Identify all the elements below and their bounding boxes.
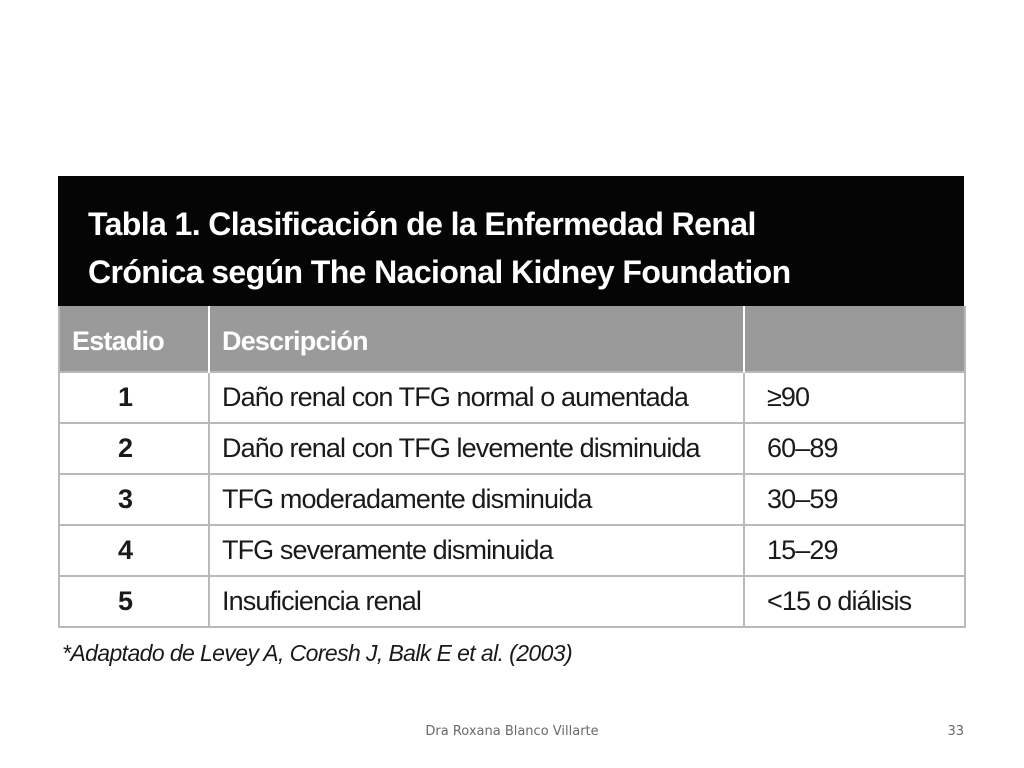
stage-cell: 5 [59, 576, 209, 627]
table-title-line-1: Tabla 1. Clasificación de la Enfermedad Renal [88, 206, 756, 242]
table-row [59, 576, 965, 627]
table-row [59, 423, 965, 474]
classification-table-figure [58, 176, 964, 628]
gfr-cell: 30–59 [744, 474, 965, 525]
gfr-cell: <15 o diálisis [744, 576, 965, 627]
stage-cell: 1 [59, 372, 209, 423]
description-cell: TFG severamente disminuida [209, 525, 744, 576]
table-header-row [59, 306, 965, 372]
header-description: Descripción [209, 306, 744, 372]
stage-cell: 4 [59, 525, 209, 576]
table-row [59, 525, 965, 576]
description-cell: Insuficiencia renal [209, 576, 744, 627]
table-row [59, 372, 965, 423]
gfr-cell: 15–29 [744, 525, 965, 576]
description-cell: TFG moderadamente disminuida [209, 474, 744, 525]
table-footnote: *Adaptado de Levey A, Coresh J, Balk E et al. (2003) [62, 640, 573, 666]
footer-author: Dra Roxana Blanco Villarte [425, 724, 599, 739]
gfr-cell: 60–89 [744, 423, 965, 474]
stage-cell: 3 [59, 474, 209, 525]
page-number: 33 [947, 724, 964, 739]
ckd-stage-table [58, 306, 966, 628]
table-title-line-2: Crónica según The Nacional Kidney Foundation [88, 254, 791, 290]
description-cell: Daño renal con TFG levemente disminuida [209, 423, 744, 474]
header-stage: Estadio [59, 306, 209, 372]
stage-cell: 2 [59, 423, 209, 474]
table-title [58, 176, 964, 306]
gfr-cell: ≥90 [744, 372, 965, 423]
header-gfr [744, 306, 965, 372]
table-row [59, 474, 965, 525]
description-cell: Daño renal con TFG normal o aumentada [209, 372, 744, 423]
